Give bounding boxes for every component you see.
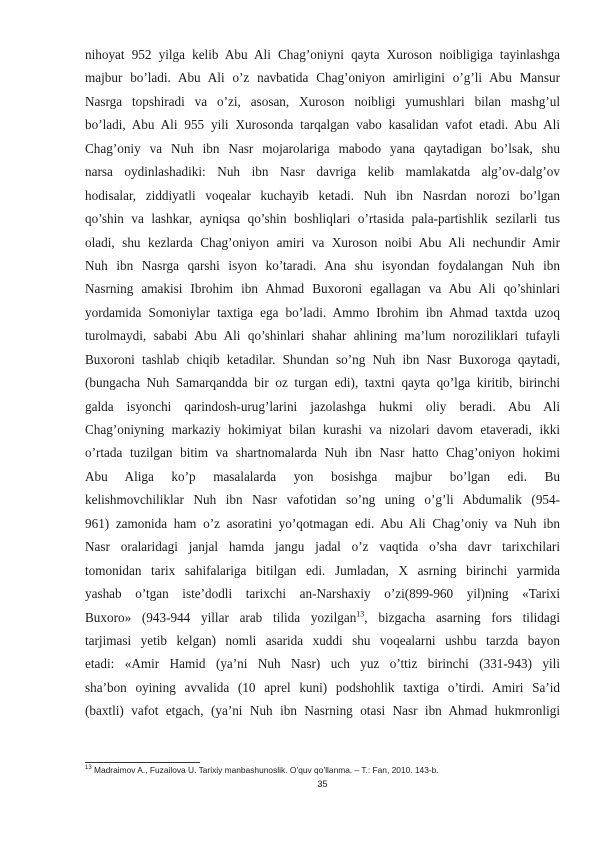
text-segment: , bizgacha asarning fors tilidagi — [364, 609, 560, 625]
footnote-reference[interactable]: 13 — [356, 609, 365, 619]
text-line: etadi: «Amir Hamid (ya’ni Nuh Nasr) uch yuz o’ttiz birinchi (331-943) yili — [85, 656, 560, 672]
text-line: qo’shin va lashkar, ayniqsa qo’shin boshliqlari o’rtasida pala-partishlik sezilarli tus — [85, 211, 560, 227]
text-line: turolmaydi, sababi Abu Ali qo’shinlari shahar ahlining ma’lum noroziliklari tufayli — [85, 328, 560, 344]
text-line: Buxoroni tashlab chiqib ketadilar. Shundan so’ng Nuh ibn Nasr Buxoroga qaytadi, — [85, 351, 560, 367]
text-line: yordamida Somoniylar taxtiga ega bo’ladi. Ammo Ibrohim ibn Ahmad taxtda uzoq — [85, 304, 560, 320]
text-line: Chag’oniy va Nuh ibn Nasr mojarolariga mabodo yana qaytadigan bo’lsak, shu — [85, 140, 560, 156]
text-line: bo’ladi, Abu Ali 955 yili Xurosonda tarqalgan vabo kasalidan vafot etadi. Abu Ali — [85, 117, 560, 133]
text-line: 961) zamonida ham o’z asoratini yo’qotmagan edi. Abu Ali Chag’oniy va Nuh ibn — [85, 515, 560, 531]
text-line: oladi, shu kezlarda Chag’oniyon amiri va Xuroson noibi Abu Ali nechundir Amir — [85, 234, 560, 250]
text-line: sha’bon oyining avvalida (10 aprel kuni) podshohlik taxtiga o’tirdi. Amiri Sa’id — [85, 679, 560, 695]
text-line: kelishmovchiliklar Nuh ibn Nasr vafotidan so’ng uning o’g’li Abdumalik (954- — [85, 492, 560, 508]
text-line: nihoyat 952 yilga kelib Abu Ali Chag’oniyni qayta Xuroson noibligiga tayinlashga — [85, 47, 560, 62]
text-line: Chag’oniyning markaziy hokimiyat bilan kurashi va nizolari davom etaveradi, ikki — [85, 422, 560, 437]
text-line: majbur bo’ladi. Abu Ali o’z navbatida Chag’oniyon amirligini o’g’li Abu Mansur — [85, 70, 560, 86]
text-line: tomonidan tarix sahifalariga bitilgan edi. Jumladan, X asrning birinchi yarmida — [85, 562, 560, 578]
page-number: 35 — [317, 779, 328, 789]
footnote-text: Madraimov A., Fuzailova U. Tarixiy manbashunoslik. O’quv qo’llanma. – T.: Fan, 2010. 143-b. — [91, 765, 439, 775]
text-line: Nasrga topshiradi va o’zi, asosan, Xuroson noibligi yumushlari bilan mashg’ul — [85, 93, 560, 109]
text-line: Nasr oralaridagi janjal hamda jangu jadal o’z vaqtida o’sha davr tarixchilari — [85, 539, 560, 555]
text-line: (baxtli) vafot etgach, (ya’ni Nuh ibn Nasrning otasi Nasr ibn Ahmad hukmronligi — [85, 703, 560, 719]
text-segment: Buxoro» (943-944 yillar arab tilida yozilgan — [85, 609, 357, 625]
text-line: Nasrning amakisi Ibrohim ibn Ahmad Buxoroni egallagan va Abu Ali qo’shinlari — [85, 281, 560, 297]
text-line: narsa oydinlashadiki: Nuh ibn Nasr davriga kelib mamlakatda alg’ov-dalg’ov — [85, 164, 560, 180]
text-line-with-footnote-ref — [85, 606, 560, 629]
text-line: (bungacha Nuh Samarqandda bir oz turgan edi), taxtni qayta qo’lga kiritib, birinchi — [85, 375, 560, 391]
text-line: Abu Aliga ko’p masalalarda yon bosishga majbur bo’lgan edi. Bu — [85, 468, 560, 484]
text-line: Nuh ibn Nasrga qarshi isyon ko’taradi. Ana shu isyondan foydalangan Nuh ibn — [85, 257, 560, 273]
text-line: o’rtada tuzilgan bitim va shartnomalarda Nuh ibn Nasr hatto Chag’oniyon hokimi — [85, 445, 560, 461]
text-line: hodisalar, ziddiyatli voqealar kuchayib ketadi. Nuh ibn Nasrdan norozi bo’lgan — [85, 187, 560, 203]
text-line: yashab o’tgan iste’dodli tarixchi an-Narshaxiy o’zi(899-960 yil)ning «Tarixi — [85, 586, 560, 602]
footnote-number: 13 — [85, 765, 92, 772]
text-line: galda isyonchi qarindosh-urug’larini jazolashga hukmi oliy beradi. Abu Ali — [85, 398, 560, 414]
footnote-separator — [85, 762, 200, 763]
text-line: tarjimasi yetib kelgan) nomli asarida xuddi shu voqealarni ushbu tarzda bayon — [85, 632, 560, 648]
body-text — [85, 43, 560, 723]
footnote — [85, 765, 560, 776]
